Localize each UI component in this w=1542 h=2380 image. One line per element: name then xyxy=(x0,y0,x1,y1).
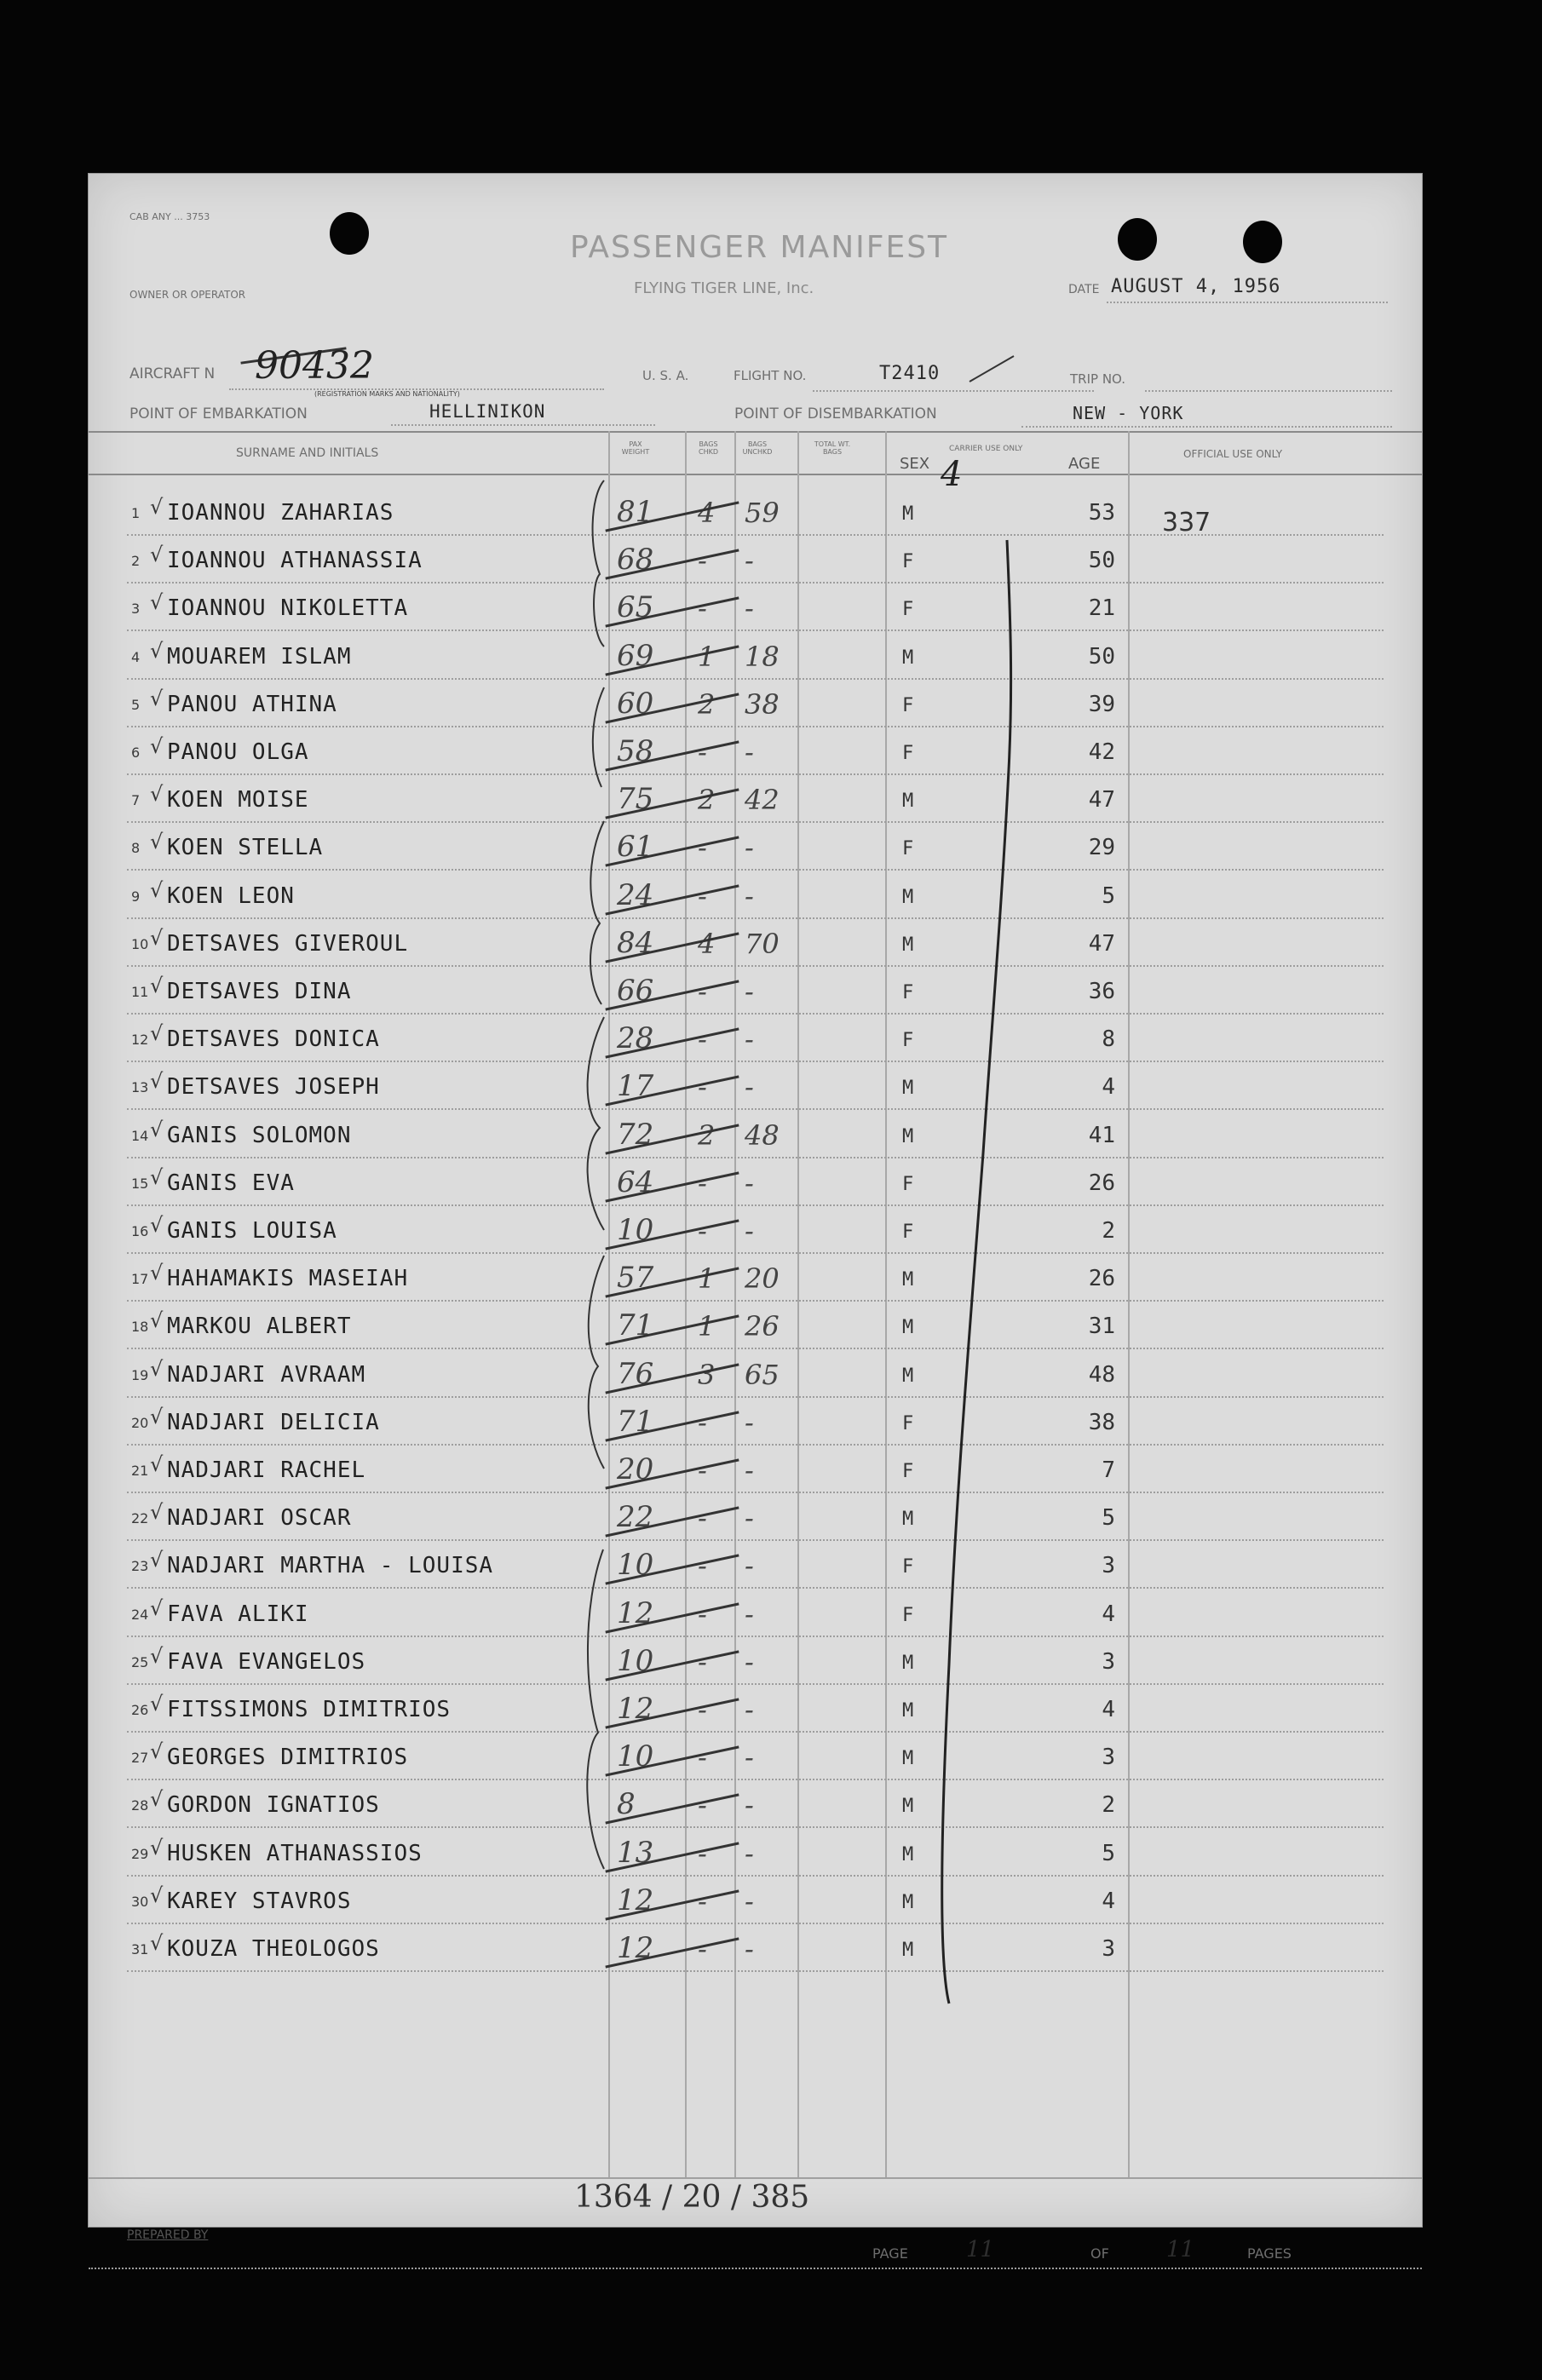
passenger-weight: 84 xyxy=(617,926,654,960)
passenger-sex: M xyxy=(902,887,914,908)
col-sex: SEX xyxy=(900,455,930,473)
check-mark-icon: √ xyxy=(150,830,164,854)
passenger-name: MOUAREM ISLAM xyxy=(167,644,352,670)
bags-weight: - xyxy=(745,1598,754,1630)
bags-checked: - xyxy=(698,1215,707,1247)
check-mark-icon: √ xyxy=(150,974,164,997)
passenger-sex: F xyxy=(902,1174,914,1195)
check-mark-icon: √ xyxy=(150,1739,164,1763)
passenger-weight: 58 xyxy=(617,734,654,768)
check-mark-icon: √ xyxy=(150,1261,164,1285)
row-number: 7 xyxy=(131,792,141,808)
check-mark-icon: √ xyxy=(150,926,164,950)
bags-checked: - xyxy=(698,1693,707,1726)
bags-checked: - xyxy=(698,880,707,912)
check-mark-icon: √ xyxy=(150,878,164,902)
passenger-name: GANIS LOUISA xyxy=(167,1218,337,1244)
passenger-weight: 8 xyxy=(617,1787,636,1821)
row-number: 2 xyxy=(131,553,141,569)
bags-checked: - xyxy=(698,1837,707,1870)
passenger-weight: 57 xyxy=(617,1261,654,1295)
trip-label: TRIP NO. xyxy=(1070,371,1126,387)
passenger-sex: M xyxy=(902,1892,914,1913)
date-label: DATE xyxy=(1068,283,1100,296)
passenger-sex: M xyxy=(902,647,914,669)
row-number: 24 xyxy=(131,1607,149,1623)
check-mark-icon: √ xyxy=(150,782,164,806)
bags-weight: - xyxy=(745,831,754,864)
owner-label: OWNER OR OPERATOR xyxy=(129,289,246,301)
row-number: 3 xyxy=(131,601,141,617)
row-number: 23 xyxy=(131,1558,149,1574)
passenger-weight: 13 xyxy=(617,1836,654,1870)
col-name: SURNAME AND INITIALS xyxy=(236,446,379,460)
bags-weight: 18 xyxy=(745,641,780,673)
passenger-name: GANIS SOLOMON xyxy=(167,1123,352,1148)
row-number: 22 xyxy=(131,1510,149,1526)
row-number: 8 xyxy=(131,840,141,856)
bags-checked: - xyxy=(698,975,707,1008)
bags-checked: - xyxy=(698,1789,707,1821)
bags-weight: - xyxy=(745,1023,754,1055)
passenger-name: KOEN MOISE xyxy=(167,787,309,813)
bags-weight: - xyxy=(745,1215,754,1247)
passenger-weight: 61 xyxy=(617,830,654,864)
row-number: 16 xyxy=(131,1223,149,1239)
aircraft-value: 90432 xyxy=(255,344,374,388)
passenger-weight: 68 xyxy=(617,543,654,577)
passenger-name: NADJARI OSCAR xyxy=(167,1505,352,1531)
passenger-sex: F xyxy=(902,1222,914,1243)
col-age: AGE xyxy=(1068,455,1101,473)
passenger-weight: 24 xyxy=(617,878,654,912)
passenger-age: 50 xyxy=(1088,548,1115,573)
passenger-age: 47 xyxy=(1088,931,1115,957)
bags-checked: 3 xyxy=(698,1359,716,1391)
passenger-weight: 64 xyxy=(617,1165,654,1199)
bags-checked: 2 xyxy=(698,784,716,816)
check-mark-icon: √ xyxy=(150,1069,164,1093)
passenger-name: KOEN LEON xyxy=(167,883,295,909)
check-mark-icon: √ xyxy=(150,1405,164,1429)
passenger-name: DETSAVES JOSEPH xyxy=(167,1074,380,1100)
bags-checked: - xyxy=(698,1598,707,1630)
passenger-name: GORDON IGNATIOS xyxy=(167,1792,380,1818)
passenger-name: HUSKEN ATHANASSIOS xyxy=(167,1841,423,1866)
passenger-weight: 66 xyxy=(617,974,654,1008)
col-carrier-use: CARRIER USE ONLY xyxy=(949,445,1023,453)
passenger-sex: M xyxy=(902,1700,914,1722)
passenger-name: KOUZA THEOLOGOS xyxy=(167,1936,380,1962)
bags-weight: - xyxy=(745,544,754,577)
passenger-name: IOANNOU ZAHARIAS xyxy=(167,500,394,526)
page-value: 11 xyxy=(966,2237,995,2262)
check-mark-icon: √ xyxy=(150,590,164,614)
carrier-tally: 4 xyxy=(941,455,963,494)
passenger-age: 21 xyxy=(1088,595,1115,621)
row-number: 5 xyxy=(131,697,141,713)
passenger-age: 3 xyxy=(1102,1745,1115,1770)
check-mark-icon: √ xyxy=(150,1596,164,1620)
passenger-weight: 12 xyxy=(617,1596,654,1630)
bags-weight: 42 xyxy=(745,784,780,816)
passenger-age: 4 xyxy=(1102,1888,1115,1914)
bags-weight: - xyxy=(745,1502,754,1534)
check-mark-icon: √ xyxy=(150,1931,164,1955)
check-mark-icon: √ xyxy=(150,1548,164,1572)
official-note: 337 xyxy=(1162,508,1211,538)
bags-weight: - xyxy=(745,1406,754,1439)
passenger-weight: 10 xyxy=(617,1548,654,1582)
bags-weight: - xyxy=(745,880,754,912)
passenger-name: GEORGES DIMITRIOS xyxy=(167,1745,409,1770)
passenger-sex: M xyxy=(902,1748,914,1769)
check-mark-icon: √ xyxy=(150,1692,164,1716)
row-number: 9 xyxy=(131,888,141,905)
row-number: 13 xyxy=(131,1079,149,1095)
aircraft-note: (REGISTRATION MARKS AND NATIONALITY) xyxy=(314,390,460,398)
passenger-age: 38 xyxy=(1088,1410,1115,1435)
row-number: 31 xyxy=(131,1941,149,1957)
check-mark-icon: √ xyxy=(150,1308,164,1332)
passenger-name: KAREY STAVROS xyxy=(167,1888,352,1914)
passenger-name: PANOU ATHINA xyxy=(167,692,337,717)
bags-weight: - xyxy=(745,1549,754,1582)
passenger-sex: F xyxy=(902,551,914,572)
cab-form-number: CAB ANY ... 3753 xyxy=(129,211,210,222)
bags-checked: 1 xyxy=(698,1262,716,1295)
passenger-weight: 12 xyxy=(617,1692,654,1726)
passenger-age: 48 xyxy=(1088,1362,1115,1388)
manifest-title: PASSENGER MANIFEST xyxy=(570,230,949,265)
passenger-age: 4 xyxy=(1102,1074,1115,1100)
bags-checked: - xyxy=(698,592,707,624)
embark-value: HELLINIKON xyxy=(429,401,546,422)
passenger-sex: M xyxy=(902,1126,914,1147)
passenger-age: 5 xyxy=(1102,1841,1115,1866)
check-mark-icon: √ xyxy=(150,687,164,710)
bags-weight: 20 xyxy=(745,1262,780,1295)
passenger-weight: 71 xyxy=(617,1308,654,1342)
passenger-sex: F xyxy=(902,1030,914,1051)
passenger-age: 8 xyxy=(1102,1026,1115,1052)
bags-checked: - xyxy=(698,1549,707,1582)
row-number: 11 xyxy=(131,984,149,1000)
bags-weight: - xyxy=(745,736,754,768)
passenger-sex: M xyxy=(902,934,914,956)
passenger-weight: 72 xyxy=(617,1118,654,1152)
passenger-age: 47 xyxy=(1088,787,1115,813)
bags-checked: - xyxy=(698,1023,707,1055)
bags-checked: - xyxy=(698,1071,707,1103)
passenger-sex: M xyxy=(902,1317,914,1338)
bags-weight: 70 xyxy=(745,928,780,960)
bags-weight: 48 xyxy=(745,1119,780,1152)
row-number: 21 xyxy=(131,1463,149,1479)
passenger-name: NADJARI MARTHA - LOUISA xyxy=(167,1553,494,1578)
passenger-sex: F xyxy=(902,743,914,764)
bags-weight: - xyxy=(745,1837,754,1870)
bags-checked: - xyxy=(698,1406,707,1439)
passenger-age: 31 xyxy=(1088,1314,1115,1339)
bags-checked: - xyxy=(698,1885,707,1917)
page-label: PAGE xyxy=(872,2245,908,2262)
passenger-age: 42 xyxy=(1088,739,1115,765)
passenger-age: 4 xyxy=(1102,1601,1115,1627)
bags-checked: - xyxy=(698,736,707,768)
disembark-label: POINT OF DISEMBARKATION xyxy=(734,405,937,423)
passenger-age: 3 xyxy=(1102,1936,1115,1962)
bags-weight: - xyxy=(745,1646,754,1678)
bags-weight: - xyxy=(745,1167,754,1199)
passenger-name: MARKOU ALBERT xyxy=(167,1314,352,1339)
prepared-label: PREPARED BY xyxy=(127,2228,209,2242)
embark-label: POINT OF EMBARKATION xyxy=(129,405,308,423)
row-number: 30 xyxy=(131,1894,149,1910)
passenger-age: 41 xyxy=(1088,1123,1115,1148)
row-number: 1 xyxy=(131,505,141,521)
passenger-name: KOEN STELLA xyxy=(167,835,324,860)
bags-checked: - xyxy=(698,1167,707,1199)
passenger-age: 3 xyxy=(1102,1553,1115,1578)
col-bags-unchkd: BAGS UNCHKD xyxy=(742,440,773,456)
passenger-weight: 12 xyxy=(617,1883,654,1917)
check-mark-icon: √ xyxy=(150,1500,164,1524)
bags-weight: - xyxy=(745,1071,754,1103)
check-mark-icon: √ xyxy=(150,495,164,519)
passenger-name: DETSAVES DONICA xyxy=(167,1026,380,1052)
passenger-sex: F xyxy=(902,982,914,1003)
passenger-name: NADJARI DELICIA xyxy=(167,1410,380,1435)
row-number: 27 xyxy=(131,1750,149,1766)
passenger-age: 7 xyxy=(1102,1457,1115,1483)
passenger-weight: 71 xyxy=(617,1405,654,1439)
passenger-sex: M xyxy=(902,1653,914,1674)
row-number: 12 xyxy=(131,1032,149,1048)
passenger-age: 2 xyxy=(1102,1792,1115,1818)
passenger-sex: F xyxy=(902,599,914,620)
col-official: OFFICIAL USE ONLY xyxy=(1183,448,1283,460)
row-number: 10 xyxy=(131,936,149,952)
bags-weight: - xyxy=(745,1885,754,1917)
row-number: 6 xyxy=(131,744,141,761)
passenger-name: FITSSIMONS DIMITRIOS xyxy=(167,1697,452,1722)
row-number: 18 xyxy=(131,1319,149,1335)
check-mark-icon: √ xyxy=(150,734,164,758)
airline-name: FLYING TIGER LINE, Inc. xyxy=(634,279,814,297)
bags-checked: 1 xyxy=(698,1310,716,1342)
passenger-sex: M xyxy=(902,1078,914,1099)
passenger-age: 36 xyxy=(1088,979,1115,1004)
passenger-age: 4 xyxy=(1102,1697,1115,1722)
col-bags-chkd: BAGS CHKD xyxy=(698,440,718,456)
passenger-age: 3 xyxy=(1102,1649,1115,1675)
row-number: 19 xyxy=(131,1367,149,1383)
row-number: 20 xyxy=(131,1415,149,1431)
bags-weight: - xyxy=(745,592,754,624)
passenger-weight: 10 xyxy=(617,1739,654,1774)
totals: 1364 / 20 / 385 xyxy=(574,2180,810,2215)
col-weight: PAX WEIGHT xyxy=(621,440,650,456)
passenger-name: IOANNOU ATHANASSIA xyxy=(167,548,423,573)
check-mark-icon: √ xyxy=(150,639,164,663)
check-mark-icon: √ xyxy=(150,1644,164,1668)
of-value: 11 xyxy=(1166,2237,1195,2262)
passenger-sex: F xyxy=(902,1461,914,1482)
passenger-sex: M xyxy=(902,1269,914,1291)
row-number: 29 xyxy=(131,1846,149,1862)
check-mark-icon: √ xyxy=(150,1836,164,1860)
check-mark-icon: √ xyxy=(150,1357,164,1381)
passenger-sex: M xyxy=(902,1844,914,1865)
row-number: 15 xyxy=(131,1176,149,1192)
manifest-sheet xyxy=(88,173,1423,2262)
passenger-age: 26 xyxy=(1088,1266,1115,1291)
aircraft-label: AIRCRAFT N xyxy=(129,365,216,382)
passenger-sex: F xyxy=(902,1556,914,1578)
passenger-sex: M xyxy=(902,1365,914,1387)
passenger-name: PANOU OLGA xyxy=(167,739,309,765)
bags-checked: - xyxy=(698,544,707,577)
bags-checked: - xyxy=(698,1933,707,1965)
passenger-sex: M xyxy=(902,1796,914,1817)
passenger-name: FAVA ALIKI xyxy=(167,1601,309,1627)
bags-weight: 26 xyxy=(745,1310,780,1342)
check-mark-icon: √ xyxy=(150,543,164,566)
col-total-wt: TOTAL WT. BAGS xyxy=(814,440,851,456)
passenger-name: NADJARI RACHEL xyxy=(167,1457,366,1483)
bags-checked: 2 xyxy=(698,1119,716,1152)
bags-weight: 59 xyxy=(745,497,780,529)
check-mark-icon: √ xyxy=(150,1452,164,1476)
passenger-name: IOANNOU NIKOLETTA xyxy=(167,595,409,621)
passenger-sex: F xyxy=(902,1413,914,1434)
passenger-name: NADJARI AVRAAM xyxy=(167,1362,366,1388)
passenger-weight: 17 xyxy=(617,1069,654,1103)
passenger-sex: M xyxy=(902,1509,914,1530)
bags-checked: - xyxy=(698,1454,707,1486)
passenger-weight: 12 xyxy=(617,1931,654,1965)
bags-checked: - xyxy=(698,831,707,864)
passenger-sex: F xyxy=(902,838,914,859)
passenger-age: 26 xyxy=(1088,1170,1115,1196)
footer-rule xyxy=(89,2268,1422,2269)
passenger-weight: 22 xyxy=(617,1500,654,1534)
flight-label: FLIGHT NO. xyxy=(734,368,807,383)
bags-weight: - xyxy=(745,1933,754,1965)
passenger-weight: 65 xyxy=(617,590,654,624)
row-number: 26 xyxy=(131,1702,149,1718)
passenger-sex: F xyxy=(902,1605,914,1626)
passenger-name: DETSAVES GIVEROUL xyxy=(167,931,409,957)
passenger-name: HAHAMAKIS MASEIAH xyxy=(167,1266,409,1291)
flight-value: T2410 xyxy=(879,363,941,384)
passenger-weight: 10 xyxy=(617,1213,654,1247)
bags-weight: - xyxy=(745,1693,754,1726)
passenger-age: 53 xyxy=(1088,500,1115,526)
passenger-age: 5 xyxy=(1102,883,1115,909)
passenger-weight: 75 xyxy=(617,782,654,816)
passenger-age: 39 xyxy=(1088,692,1115,717)
bags-checked: - xyxy=(698,1741,707,1774)
date-value: AUGUST 4, 1956 xyxy=(1111,276,1281,297)
passenger-name: GANIS EVA xyxy=(167,1170,295,1196)
passenger-age: 29 xyxy=(1088,835,1115,860)
bags-checked: - xyxy=(698,1646,707,1678)
row-number: 25 xyxy=(131,1654,149,1670)
row-number: 4 xyxy=(131,649,141,665)
table-bottom-rule xyxy=(89,2177,1422,2179)
passenger-age: 2 xyxy=(1102,1218,1115,1244)
passenger-weight: 28 xyxy=(617,1021,654,1055)
bags-weight: - xyxy=(745,975,754,1008)
bags-weight: - xyxy=(745,1454,754,1486)
passenger-weight: 69 xyxy=(617,639,654,673)
check-mark-icon: √ xyxy=(150,1165,164,1189)
bags-checked: 4 xyxy=(698,928,716,960)
of-label: OF xyxy=(1090,2245,1109,2262)
passenger-weight: 76 xyxy=(617,1357,654,1391)
passenger-sex: M xyxy=(902,790,914,812)
bags-weight: - xyxy=(745,1741,754,1774)
bags-weight: - xyxy=(745,1789,754,1821)
passenger-name: FAVA EVANGELOS xyxy=(167,1649,366,1675)
disembark-value: NEW - YORK xyxy=(1073,403,1184,423)
bracket-marks xyxy=(89,174,1422,2227)
row-number: 17 xyxy=(131,1271,149,1287)
passenger-age: 50 xyxy=(1088,644,1115,670)
passenger-weight: 81 xyxy=(617,495,654,529)
nationality: U. S. A. xyxy=(642,368,689,383)
bags-checked: 2 xyxy=(698,688,716,721)
passenger-name: DETSAVES DINA xyxy=(167,979,352,1004)
check-mark-icon: √ xyxy=(150,1118,164,1141)
bags-checked: - xyxy=(698,1502,707,1534)
passenger-sex: M xyxy=(902,1940,914,1961)
check-mark-icon: √ xyxy=(150,1883,164,1907)
passenger-sex: F xyxy=(902,695,914,716)
check-mark-icon: √ xyxy=(150,1213,164,1237)
bags-checked: 4 xyxy=(698,497,716,529)
bags-weight: 65 xyxy=(745,1359,780,1391)
row-number: 28 xyxy=(131,1797,149,1814)
pages-label: PAGES xyxy=(1247,2245,1292,2262)
passenger-age: 5 xyxy=(1102,1505,1115,1531)
check-mark-icon: √ xyxy=(150,1021,164,1045)
passenger-sex: M xyxy=(902,503,914,525)
passenger-weight: 20 xyxy=(617,1452,654,1486)
passenger-weight: 10 xyxy=(617,1644,654,1678)
check-mark-icon: √ xyxy=(150,1787,164,1811)
row-number: 14 xyxy=(131,1128,149,1144)
bags-checked: 1 xyxy=(698,641,716,673)
passenger-weight: 60 xyxy=(617,687,654,721)
bags-weight: 38 xyxy=(745,688,780,721)
